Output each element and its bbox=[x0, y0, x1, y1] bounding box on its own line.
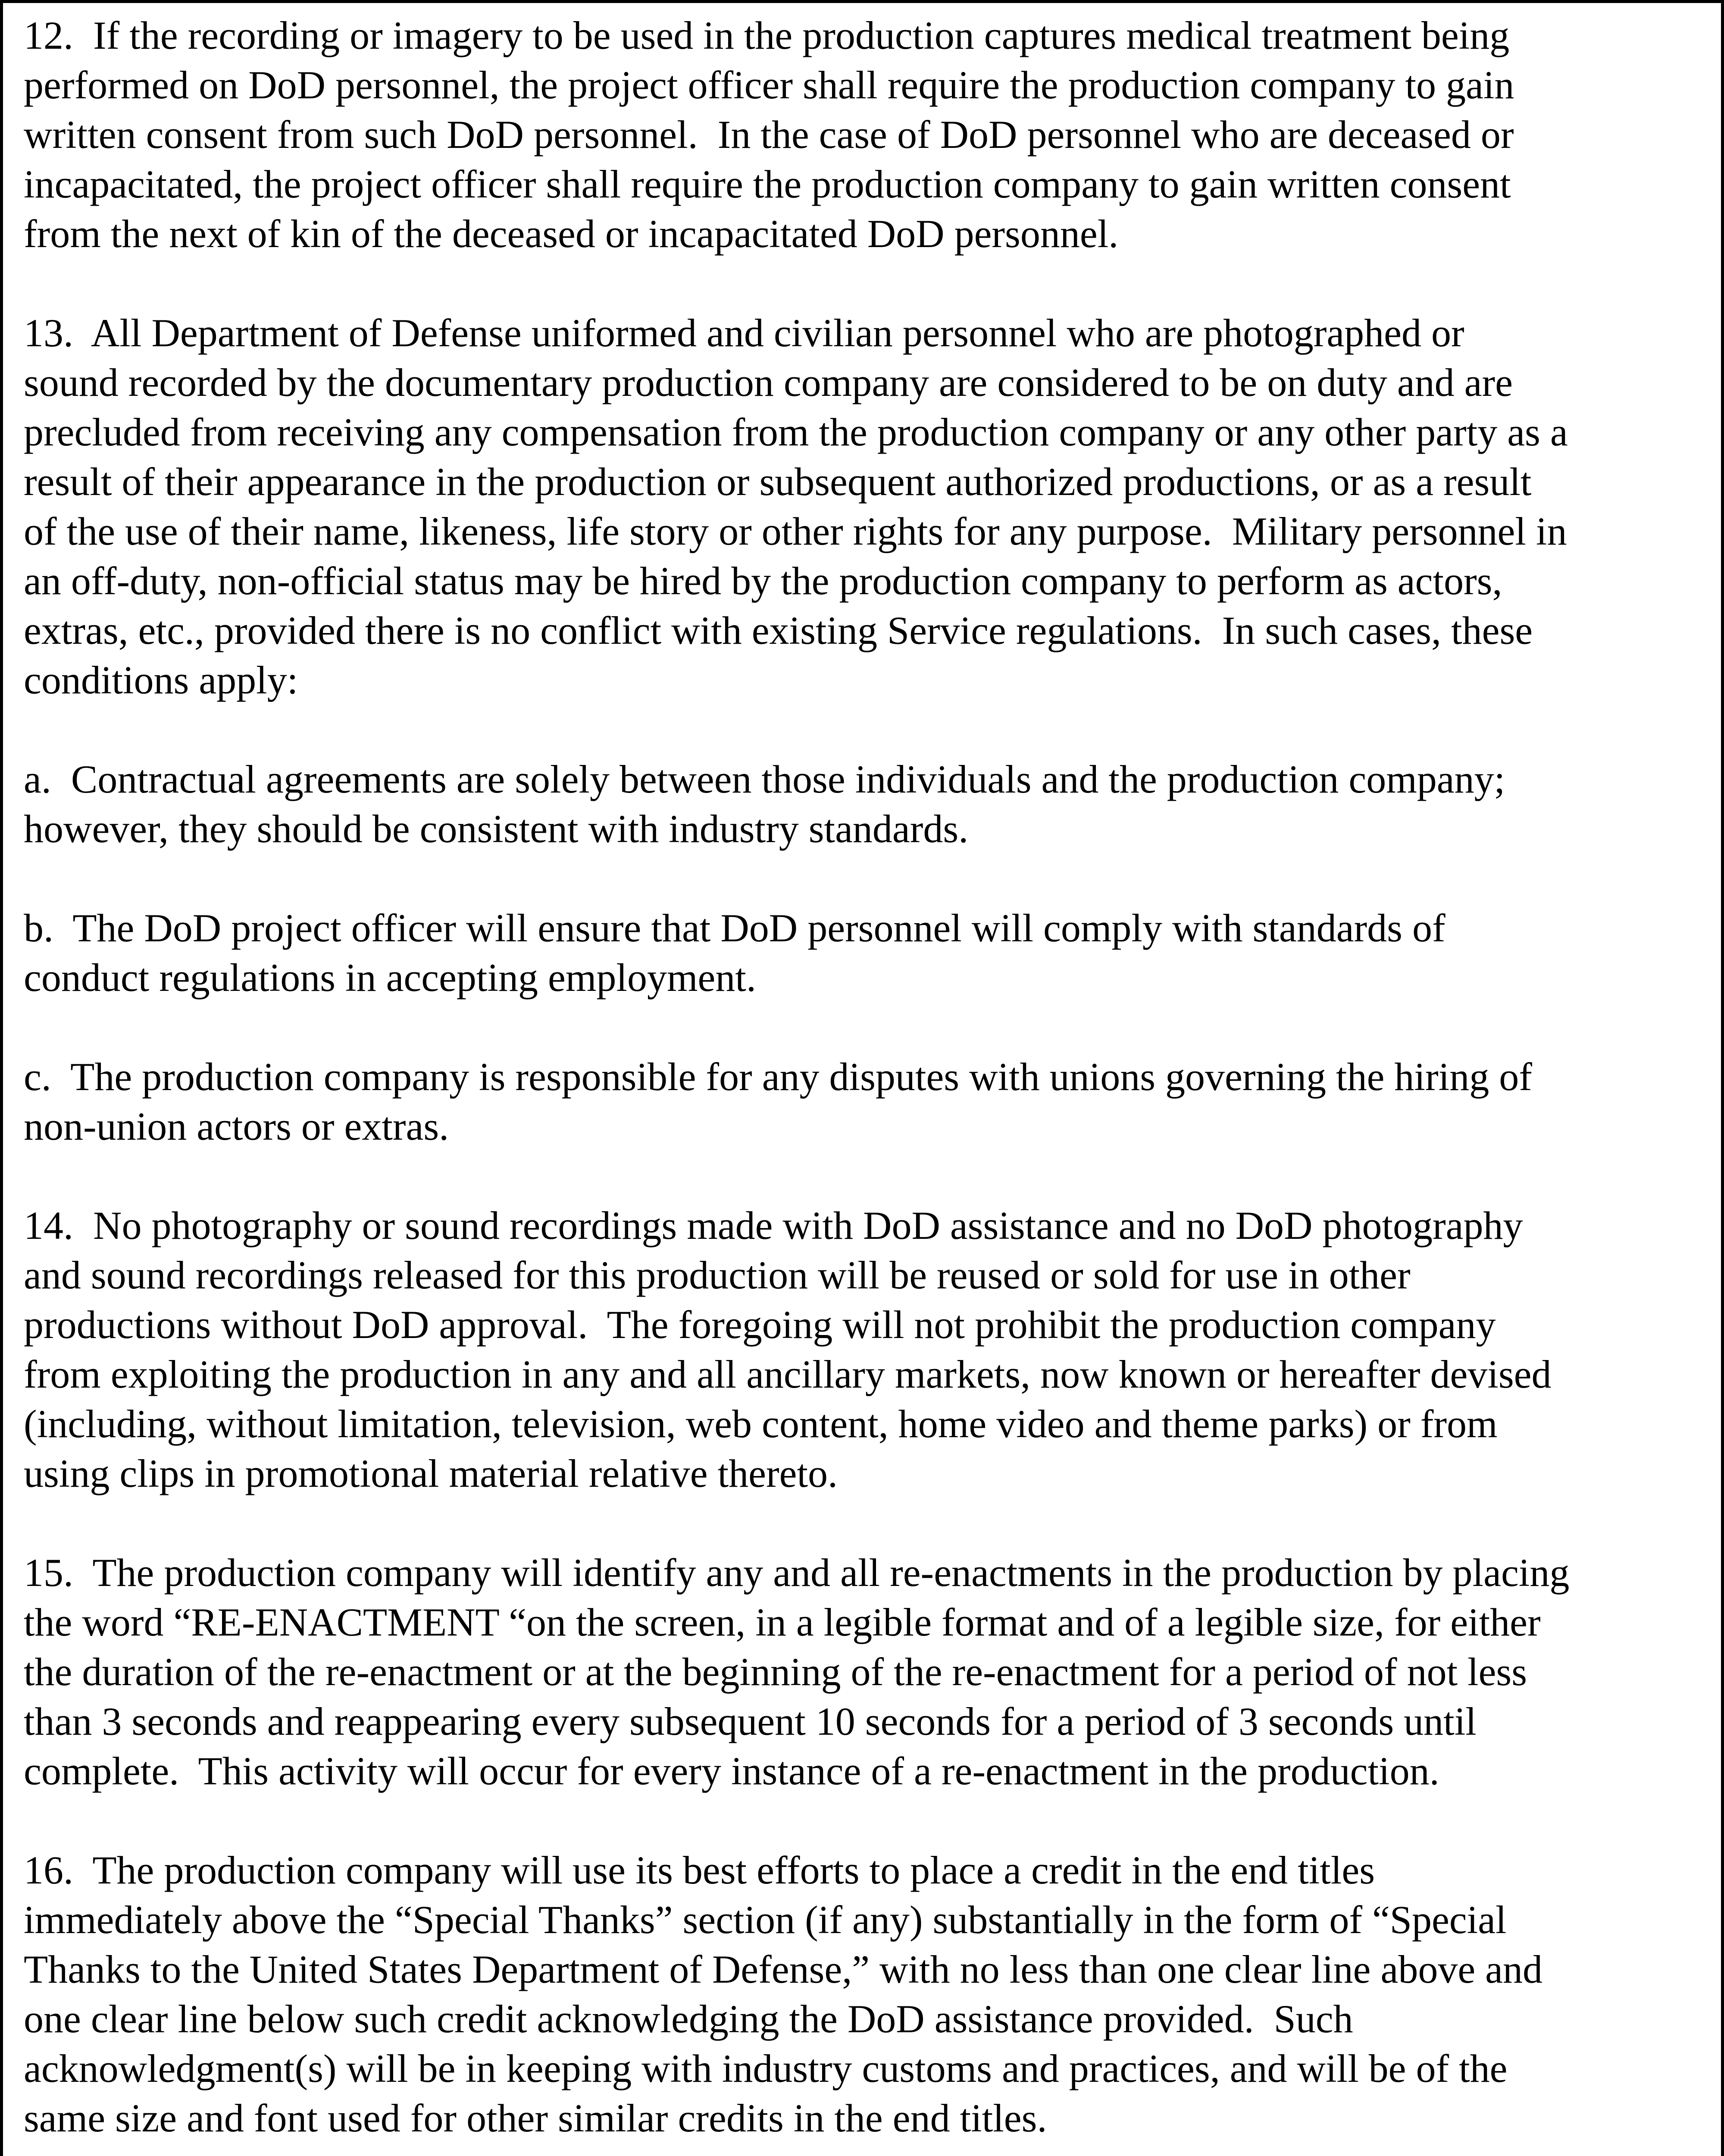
text-line: non-union actors or extras. bbox=[24, 1104, 449, 1148]
text-line: however, they should be consistent with industry standards. bbox=[24, 807, 969, 851]
text-line: (including, without limitation, television, web content, home video and theme parks) or from bbox=[24, 1402, 1498, 1446]
text-line: than 3 seconds and reappearing every subsequent 10 seconds for a period of 3 seconds until bbox=[24, 1699, 1477, 1743]
text-line: using clips in promotional material relative thereto. bbox=[24, 1451, 838, 1495]
text-line: acknowledgment(s) will be in keeping with industry customs and practices, and will be of the bbox=[24, 2046, 1508, 2090]
text-line: Thanks to the United States Department of Defense,” with no less than one clear line above and bbox=[24, 1947, 1543, 1991]
document-body bbox=[24, 11, 1724, 2156]
text-line: written consent from such DoD personnel. In the case of DoD personnel who are deceased or bbox=[24, 113, 1514, 157]
text-line: conditions apply: bbox=[24, 658, 298, 702]
text-line: of the use of their name, likeness, life story or other rights for any purpose. Military personnel in bbox=[24, 509, 1567, 553]
text-line: c. The production company is responsible for any disputes with unions governing the hiring of bbox=[24, 1055, 1532, 1099]
text-line: and sound recordings released for this production will be reused or sold for use in other bbox=[24, 1253, 1411, 1297]
paragraph-13a bbox=[24, 755, 1724, 854]
text-line: 14. No photography or sound recordings made with DoD assistance and no DoD photography bbox=[24, 1203, 1523, 1247]
text-line: a. Contractual agreements are solely between those individuals and the production company; bbox=[24, 757, 1505, 801]
text-line: conduct regulations in accepting employment. bbox=[24, 956, 756, 1000]
paragraph-15 bbox=[24, 1548, 1724, 1796]
text-line: complete. This activity will occur for every instance of a re-enactment in the production. bbox=[24, 1749, 1439, 1793]
text-line: same size and font used for other similar credits in the end titles. bbox=[24, 2096, 1047, 2140]
text-line: sound recorded by the documentary production company are considered to be on duty and are bbox=[24, 360, 1513, 404]
text-line: 12. If the recording or imagery to be used in the production captures medical treatment being bbox=[24, 13, 1510, 57]
text-line: incapacitated, the project officer shall require the production company to gain written consent bbox=[24, 162, 1511, 206]
text-line: the duration of the re-enactment or at the beginning of the re-enactment for a period of not less bbox=[24, 1650, 1527, 1694]
paragraph-14 bbox=[24, 1201, 1724, 1498]
text-line: 15. The production company will identify any and all re-enactments in the production by placing bbox=[24, 1551, 1570, 1595]
text-line: an off-duty, non-official status may be hired by the production company to perform as actors, bbox=[24, 559, 1502, 603]
text-line: productions without DoD approval. The foregoing will not prohibit the production company bbox=[24, 1303, 1496, 1347]
paragraph-16 bbox=[24, 1846, 1724, 2143]
text-line: the word “RE-ENACTMENT “on the screen, in a legible format and of a legible size, for either bbox=[24, 1600, 1541, 1644]
text-line: from exploiting the production in any and all ancillary markets, now known or hereafter devised bbox=[24, 1352, 1552, 1396]
paragraph-13 bbox=[24, 308, 1724, 705]
text-line: b. The DoD project officer will ensure that DoD personnel will comply with standards of bbox=[24, 906, 1446, 950]
text-line: extras, etc., provided there is no conflict with existing Service regulations. In such cases, these bbox=[24, 608, 1533, 652]
paragraph-13b bbox=[24, 903, 1724, 1003]
text-line: from the next of kin of the deceased or incapacitated DoD personnel. bbox=[24, 212, 1119, 256]
paragraph-12 bbox=[24, 11, 1724, 259]
text-line: one clear line below such credit acknowledging the DoD assistance provided. Such bbox=[24, 1997, 1353, 2041]
text-line: 13. All Department of Defense uniformed and civilian personnel who are photographed or bbox=[24, 311, 1464, 355]
text-line: result of their appearance in the production or subsequent authorized productions, or as a result bbox=[24, 460, 1532, 504]
text-line: precluded from receiving any compensation from the production company or any other party as a bbox=[24, 410, 1568, 454]
text-line: immediately above the “Special Thanks” section (if any) substantially in the form of “Special bbox=[24, 1898, 1507, 1942]
text-line: 16. The production company will use its best efforts to place a credit in the end titles bbox=[24, 1848, 1375, 1892]
text-line: performed on DoD personnel, the project officer shall require the production company to gain bbox=[24, 63, 1514, 107]
paragraph-13c bbox=[24, 1052, 1724, 1151]
